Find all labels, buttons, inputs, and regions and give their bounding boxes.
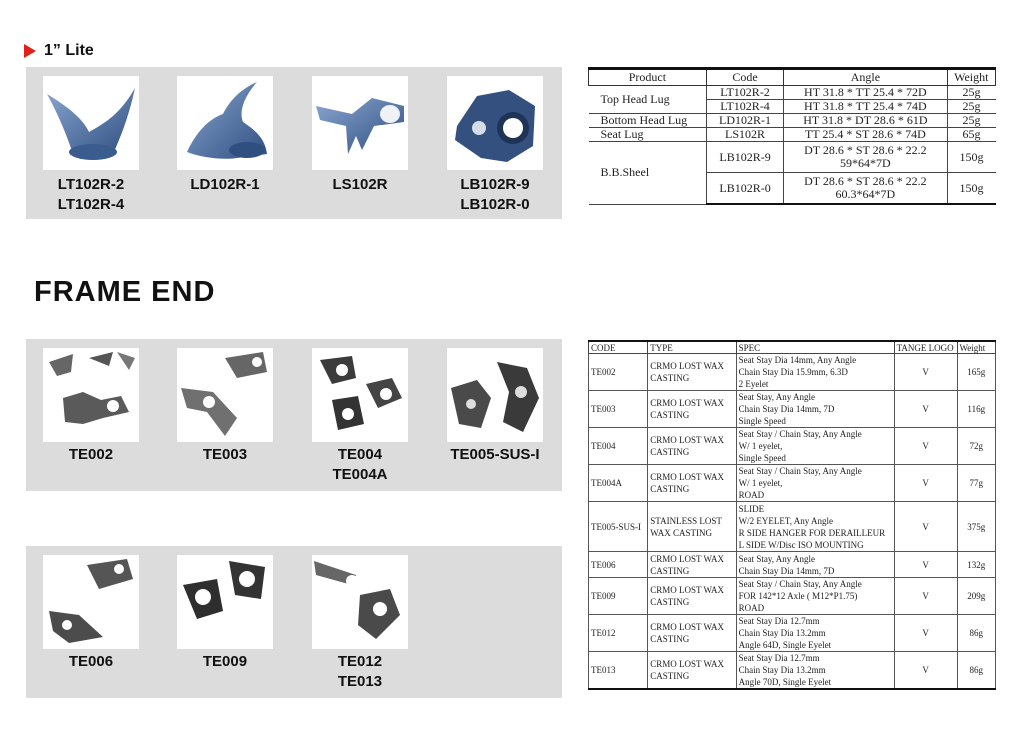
weight-cell: 209g xyxy=(957,578,995,615)
weight-cell: 72g xyxy=(957,428,995,465)
product-cell: Seat Lug xyxy=(589,128,707,142)
weight-cell: 25g xyxy=(947,86,995,100)
product-label: LD102R-1 xyxy=(190,176,260,193)
code-cell: LD102R-1 xyxy=(706,114,783,128)
column-header: SPEC xyxy=(736,341,894,354)
lug-image xyxy=(177,76,273,170)
frame-end-title: FRAME END xyxy=(34,276,216,308)
product-label: TE004 TE004A xyxy=(332,446,388,483)
dropout-image xyxy=(312,348,408,442)
weight-cell: 132g xyxy=(957,552,995,578)
product-label: TE005-SUS-I xyxy=(450,446,540,463)
logo-cell: V xyxy=(894,391,957,428)
table-header-row xyxy=(589,69,996,86)
spec-cell: Seat Stay Dia 14mm, Any Angle Chain Stay Dia 15.9mm, 6.3D 2 Eyelet xyxy=(736,354,894,391)
column-header: TANGE LOGO xyxy=(894,341,957,354)
code-cell: LT102R-2 xyxy=(706,86,783,100)
spec-cell: Seat Stay, Any Angle Chain Stay Dia 14mm, 7D Single Speed xyxy=(736,391,894,428)
code-cell: TE006 xyxy=(589,552,648,578)
table-row xyxy=(589,578,996,615)
frame-end-spec-table xyxy=(588,340,996,690)
weight-cell: 25g xyxy=(947,114,995,128)
product-label: TE009 xyxy=(202,653,248,670)
table-row xyxy=(589,615,996,652)
angle-cell: TT 25.4 * ST 28.6 * 74D xyxy=(784,128,947,142)
table-row xyxy=(589,502,996,552)
type-cell: CRMO LOST WAX CASTING xyxy=(648,552,736,578)
lite-products-panel xyxy=(26,67,562,219)
logo-cell: V xyxy=(894,354,957,391)
column-header: Weight xyxy=(957,341,995,354)
frame-end-panel-1 xyxy=(26,339,562,491)
dropout-image xyxy=(312,555,408,649)
code-cell: LT102R-4 xyxy=(706,100,783,114)
code-cell: TE012 xyxy=(589,615,648,652)
table-row xyxy=(589,428,996,465)
table-row xyxy=(589,354,996,391)
table-row xyxy=(589,652,996,690)
angle-cell: HT 31.8 * TT 25.4 * 72D xyxy=(784,86,947,100)
logo-cell: V xyxy=(894,502,957,552)
logo-cell: V xyxy=(894,465,957,502)
table-row xyxy=(589,128,996,142)
dropout-image xyxy=(447,348,543,442)
product-label: TE003 xyxy=(202,446,248,463)
type-cell: CRMO LOST WAX CASTING xyxy=(648,354,736,391)
dropout-image xyxy=(43,555,139,649)
lug-image xyxy=(43,76,139,170)
table-header-row xyxy=(589,341,996,354)
code-cell: TE009 xyxy=(589,578,648,615)
table-row xyxy=(589,391,996,428)
product-label: LB102R-9 LB102R-0 xyxy=(460,176,530,213)
code-cell: LB102R-0 xyxy=(706,173,783,205)
code-cell: TE003 xyxy=(589,391,648,428)
table-row xyxy=(589,86,996,100)
product-cell: Top Head Lug xyxy=(589,86,707,114)
lug-image xyxy=(447,76,543,170)
spec-cell: Seat Stay / Chain Stay, Any Angle FOR 142*12 Axle ( M12*P1.75) ROAD xyxy=(736,578,894,615)
code-cell: TE004A xyxy=(589,465,648,502)
lug-image xyxy=(312,76,408,170)
type-cell: CRMO LOST WAX CASTING xyxy=(648,652,736,690)
spec-cell: SLIDE W/2 EYELET, Any Angle R SIDE HANGER FOR DERAILLEUR L SIDE W/Disc ISO MOUNTING xyxy=(736,502,894,552)
weight-cell: 150g xyxy=(947,173,995,205)
type-cell: CRMO LOST WAX CASTING xyxy=(648,578,736,615)
column-header: Code xyxy=(706,69,783,86)
weight-cell: 77g xyxy=(957,465,995,502)
spec-cell: Seat Stay / Chain Stay, Any Angle W/ 1 eyelet, Single Speed xyxy=(736,428,894,465)
product-label: TE006 xyxy=(68,653,114,670)
type-cell: CRMO LOST WAX CASTING xyxy=(648,465,736,502)
column-header: Angle xyxy=(784,69,947,86)
weight-cell: 150g xyxy=(947,142,995,173)
column-header: TYPE xyxy=(648,341,736,354)
product-cell: Bottom Head Lug xyxy=(589,114,707,128)
product-label: TE002 xyxy=(68,446,114,463)
weight-cell: 86g xyxy=(957,615,995,652)
angle-cell: HT 31.8 * TT 25.4 * 74D xyxy=(784,100,947,114)
type-cell: CRMO LOST WAX CASTING xyxy=(648,391,736,428)
column-header: Product xyxy=(589,69,707,86)
logo-cell: V xyxy=(894,652,957,690)
logo-cell: V xyxy=(894,428,957,465)
code-cell: TE002 xyxy=(589,354,648,391)
angle-cell: DT 28.6 * ST 28.6 * 22.2 60.3*64*7D xyxy=(784,173,947,205)
type-cell: STAINLESS LOST WAX CASTING xyxy=(648,502,736,552)
table-row xyxy=(589,142,996,173)
dropout-image xyxy=(177,348,273,442)
spec-cell: Seat Stay, Any Angle Chain Stay Dia 14mm, 7D xyxy=(736,552,894,578)
code-cell: LB102R-9 xyxy=(706,142,783,173)
product-label: LS102R xyxy=(332,176,388,193)
code-cell: TE005-SUS-I xyxy=(589,502,648,552)
angle-cell: DT 28.6 * ST 28.6 * 22.2 59*64*7D xyxy=(784,142,947,173)
lite-spec-table xyxy=(588,67,996,205)
spec-cell: Seat Stay Dia 12.7mm Chain Stay Dia 13.2mm Angle 70D, Single Eyelet xyxy=(736,652,894,690)
column-header: CODE xyxy=(589,341,648,354)
weight-cell: 165g xyxy=(957,354,995,391)
table-row xyxy=(589,114,996,128)
table-row xyxy=(589,552,996,578)
weight-cell: 65g xyxy=(947,128,995,142)
logo-cell: V xyxy=(894,552,957,578)
type-cell: CRMO LOST WAX CASTING xyxy=(648,428,736,465)
lite-section-header xyxy=(24,42,94,60)
code-cell: TE004 xyxy=(589,428,648,465)
code-cell: TE013 xyxy=(589,652,648,690)
product-label: TE012 TE013 xyxy=(337,653,383,690)
frame-end-panel-2 xyxy=(26,546,562,698)
product-cell: B.B.Sheel xyxy=(589,142,707,205)
logo-cell: V xyxy=(894,615,957,652)
spec-cell: Seat Stay Dia 12.7mm Chain Stay Dia 13.2mm Angle 64D, Single Eyelet xyxy=(736,615,894,652)
type-cell: CRMO LOST WAX CASTING xyxy=(648,615,736,652)
arrow-icon xyxy=(24,44,36,58)
product-label: LT102R-2 LT102R-4 xyxy=(57,176,125,213)
table-row xyxy=(589,465,996,502)
column-header: Weight xyxy=(947,69,995,86)
code-cell: LS102R xyxy=(706,128,783,142)
angle-cell: HT 31.8 * DT 28.6 * 61D xyxy=(784,114,947,128)
weight-cell: 116g xyxy=(957,391,995,428)
weight-cell: 86g xyxy=(957,652,995,690)
dropout-image xyxy=(43,348,139,442)
lite-section-title: 1” Lite xyxy=(44,42,94,59)
logo-cell: V xyxy=(894,578,957,615)
spec-cell: Seat Stay / Chain Stay, Any Angle W/ 1 eyelet, ROAD xyxy=(736,465,894,502)
weight-cell: 25g xyxy=(947,100,995,114)
dropout-image xyxy=(177,555,273,649)
weight-cell: 375g xyxy=(957,502,995,552)
